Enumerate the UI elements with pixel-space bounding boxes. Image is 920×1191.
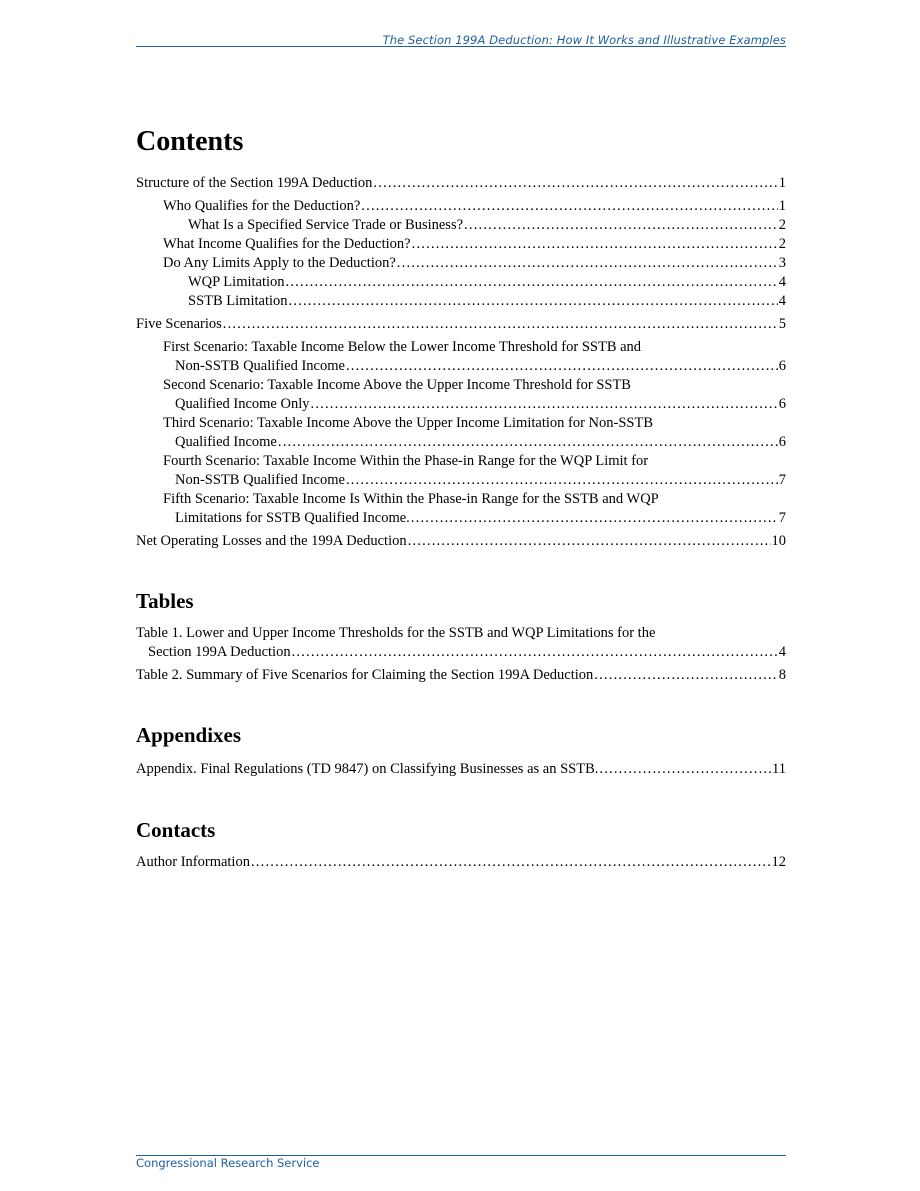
contents-list	[136, 174, 786, 551]
header-rule	[136, 46, 786, 47]
toc-entry[interactable]: Table 1. Lower and Upper Income Thresholds for the SSTB and WQP Limitations for the Section 199A Deduction ..... 4	[136, 624, 786, 662]
toc-entry[interactable]: Fourth Scenario: Taxable Income Within the Phase-in Range for the WQP Limit for Non-SSTB Qualified Income ..... 7	[136, 452, 786, 490]
toc-entry[interactable]: Third Scenario: Taxable Income Above the Upper Income Limitation for Non-SSTB Qualified Income ..... 6	[136, 414, 786, 452]
toc-entry[interactable]: WQP Limitation ..... 4	[136, 273, 786, 292]
toc-entry[interactable]: Structure of the Section 199A Deduction ..... 1	[136, 174, 786, 193]
toc-entry[interactable]: Who Qualifies for the Deduction? ..... 1	[136, 197, 786, 216]
toc-entry[interactable]: Author Information ..... 12	[136, 853, 786, 872]
toc-entry[interactable]: Second Scenario: Taxable Income Above the Upper Income Threshold for SSTB Qualified Income Only ..... 6	[136, 376, 786, 414]
toc-entry[interactable]: Fifth Scenario: Taxable Income Is Within the Phase-in Range for the SSTB and WQP Limitations for SSTB Qualified Income. ..... 7	[136, 490, 786, 528]
appendixes-list	[136, 760, 786, 779]
tables-list	[136, 624, 786, 685]
running-header: The Section 199A Deduction: How It Works and Illustrative Examples	[382, 33, 786, 47]
toc-entry[interactable]: What Is a Specified Service Trade or Business? ..... 2	[136, 216, 786, 235]
toc-entry[interactable]: Do Any Limits Apply to the Deduction? ..... 3	[136, 254, 786, 273]
contacts-list	[136, 853, 786, 872]
toc-entry[interactable]: Net Operating Losses and the 199A Deduction ..... 10	[136, 532, 786, 551]
toc-entry[interactable]: First Scenario: Taxable Income Below the Lower Income Threshold for SSTB and Non-SSTB Qualified Income ..... 6	[136, 338, 786, 376]
tables-heading: Tables	[136, 589, 194, 613]
toc-entry[interactable]: SSTB Limitation ..... 4	[136, 292, 786, 311]
contents-heading: Contents	[136, 126, 244, 157]
running-footer: Congressional Research Service	[136, 1156, 320, 1170]
toc-entry[interactable]: What Income Qualifies for the Deduction? ..... 2	[136, 235, 786, 254]
toc-entry[interactable]: Table 2. Summary of Five Scenarios for Claiming the Section 199A Deduction ..... 8	[136, 666, 786, 685]
appendixes-heading: Appendixes	[136, 723, 242, 747]
toc-entry[interactable]: Five Scenarios ..... 5	[136, 315, 786, 334]
contacts-heading: Contacts	[136, 818, 216, 842]
toc-entry[interactable]: Appendix. Final Regulations (TD 9847) on Classifying Businesses as an SSTB. ..... 11	[136, 760, 786, 779]
